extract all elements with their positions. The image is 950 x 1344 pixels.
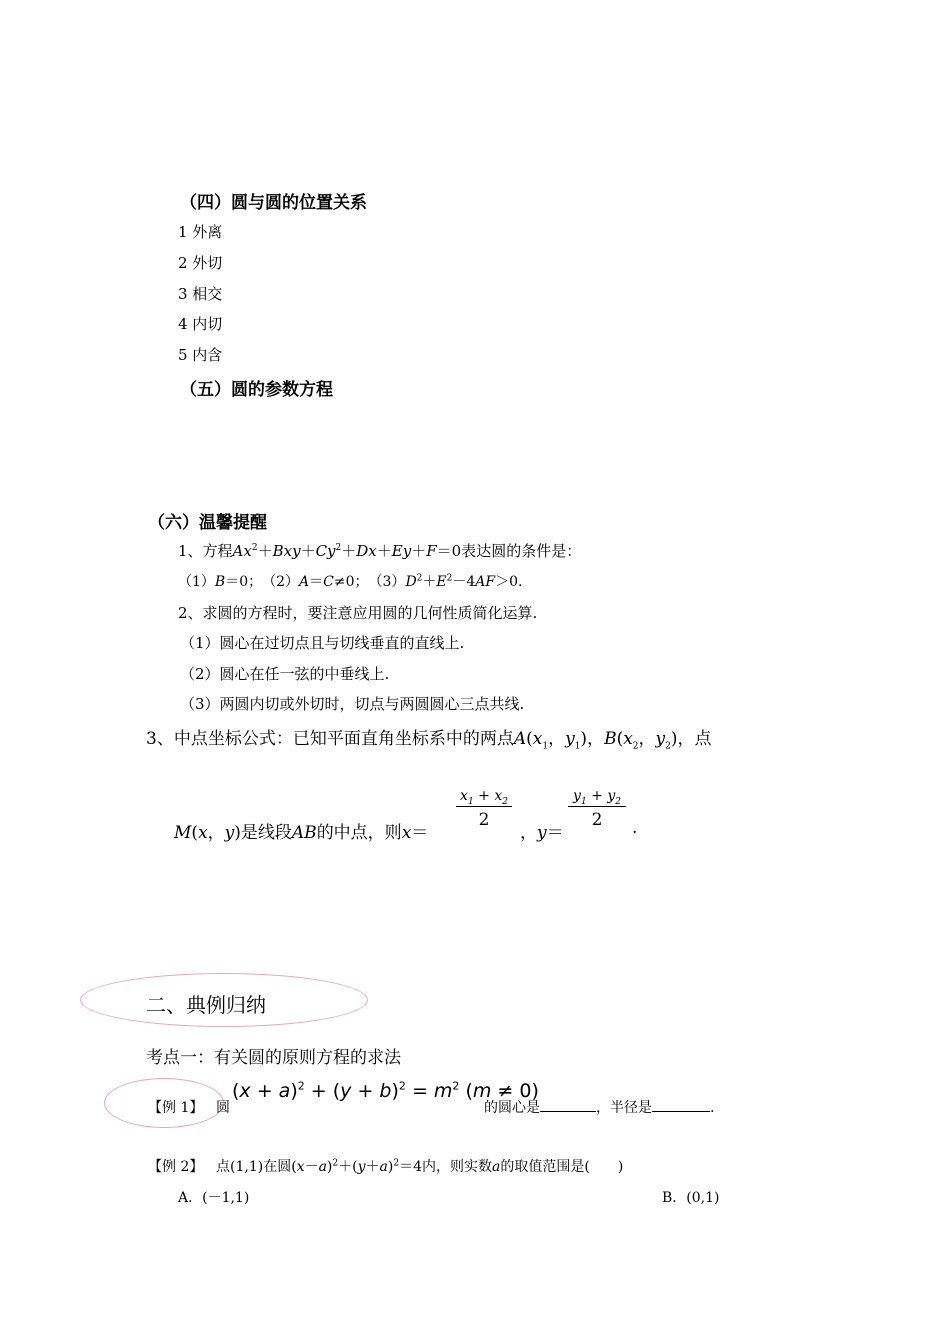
tip1-conditions: （1）B＝0； （2）A＝C≠0； $(3)D^2+E^2-4AF>0$. [178, 573, 523, 590]
tip2: 2、求圆的方程时，要注意应用圆的几何性质简化运算. [178, 604, 538, 622]
section5-title: （五）圆的参数方程 [180, 380, 333, 400]
example1-label: 【例 1】 [148, 1100, 204, 1116]
example2-label: 【例 2】 [148, 1159, 204, 1175]
tip2-item: （2）圆心在任一弦的中垂线上. [180, 665, 390, 683]
list-item: 2 外切 [178, 254, 223, 272]
example2-text: 点(1,1)在圆$(x-a)^2+(y+a)^2=4$内，则实数a的取值范围是( ) [216, 1158, 624, 1175]
fraction-x: $x_1 + x_2$ 2 [456, 788, 512, 830]
section6-title: （六）温馨提醒 [148, 513, 267, 533]
tip3: 3、中点坐标公式：已知平面直角坐标系中的两点$A(x_1$，$y_1$)，$B(x_2$，$y_2$)，点 [146, 729, 712, 752]
midpoint-y-eq: ，y＝ [520, 823, 564, 843]
fraction-y: $y_1 + y_2$ 2 [568, 788, 626, 830]
example1-tail: 的圆心是 ，半径是 . [484, 1100, 715, 1116]
section4-title: （四）圆与圆的位置关系 [180, 193, 367, 213]
examples-title: 二、典例归纳 [146, 993, 266, 1017]
topic1: 考点一：有关圆的原则方程的求法 [146, 1048, 401, 1068]
list-item: 1 外离 [178, 223, 223, 241]
list-item: 3 相交 [178, 285, 223, 303]
tip2-item: （3）两圆内切或外切时，切点与两圆圆心三点共线. [180, 695, 525, 713]
list-item: 5 内含 [178, 346, 223, 364]
period: . [632, 818, 638, 838]
tip1: 1、方程$Ax^2+Bxy+Cy^2+Dx+Ey+F=0$表达圆的条件是： [178, 542, 582, 560]
example1-equation: $(x + a)^2 + (y + b)^2 = m^2$ (m ≠ 0) [232, 1079, 539, 1102]
tip2-item: （1）圆心在过切点且与切线垂直的直线上. [180, 634, 465, 652]
option-b: B．(0,1) [662, 1190, 720, 1206]
midpoint-line: M(x，y)是线段AB的中点，则x＝ [174, 823, 429, 843]
list-item: 4 内切 [178, 315, 223, 333]
example1-pre: 圆 [216, 1100, 230, 1116]
option-a: A．(－1,1) [178, 1190, 250, 1206]
